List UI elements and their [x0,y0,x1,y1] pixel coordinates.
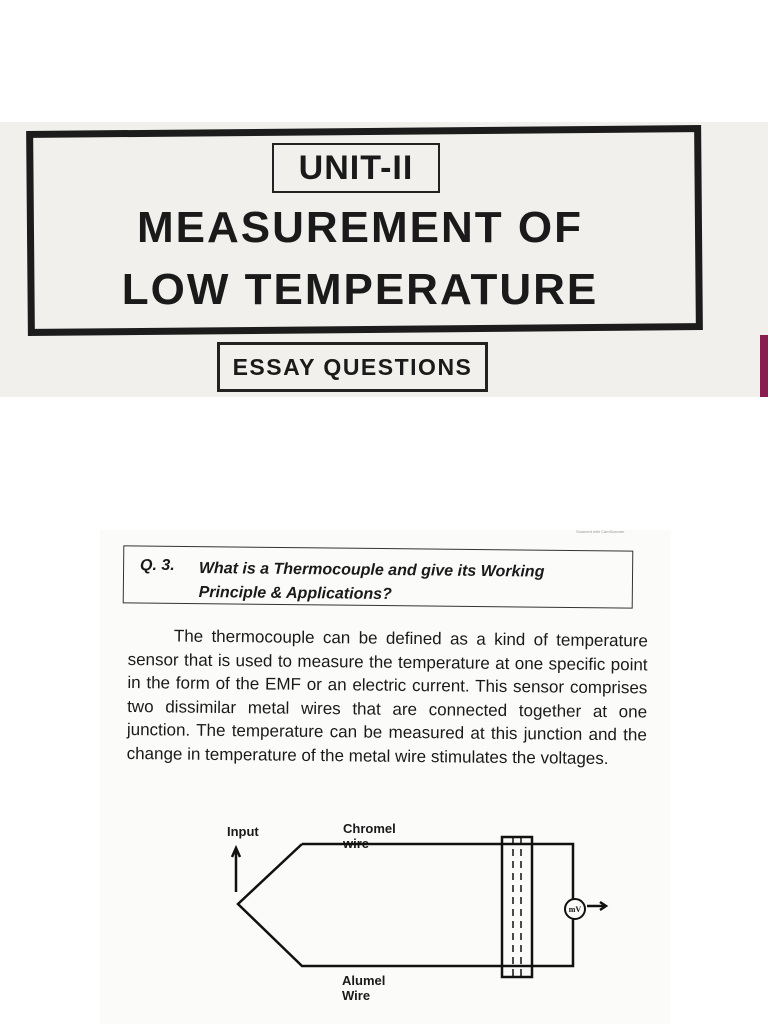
title-line-2: LOW TEMPERATURE [121,265,599,314]
answer-text: The thermocouple can be defined as a kind of temperature sensor that is used to measure the temperature at one specific point in the form of the EMF or an electric current. This sensor comprises two dissimilar metal wires that are connected together at one junction. The temperature can be measured at this junction and the change in temperature of the metal wire stimulates the voltages. [126,626,648,768]
alumel-wire-label: Alumel Wire [342,973,386,1003]
title-line-1: MEASUREMENT OF [137,203,583,252]
diagram-drawing [200,810,630,1000]
question-number: Q. 3. [140,557,175,574]
page-edge-marker [760,335,768,397]
section-heading: ESSAY QUESTIONS [217,342,488,392]
question-line-2: Principle & Applications? [198,583,392,604]
alumel-wire [238,844,573,966]
connector-block [502,837,532,977]
input-label: Input [227,824,259,839]
scanner-watermark: Scanned with CamScanner [576,529,625,534]
page-title [60,197,660,321]
question-line-1: What is a Thermocouple and give its Working [198,559,545,581]
question-text [198,557,628,610]
answer-paragraph [127,624,648,770]
chromel-wire-label: Chromel wire [343,821,396,851]
unit-label: UNIT-II [272,143,440,193]
meter-label: mV [568,905,582,914]
